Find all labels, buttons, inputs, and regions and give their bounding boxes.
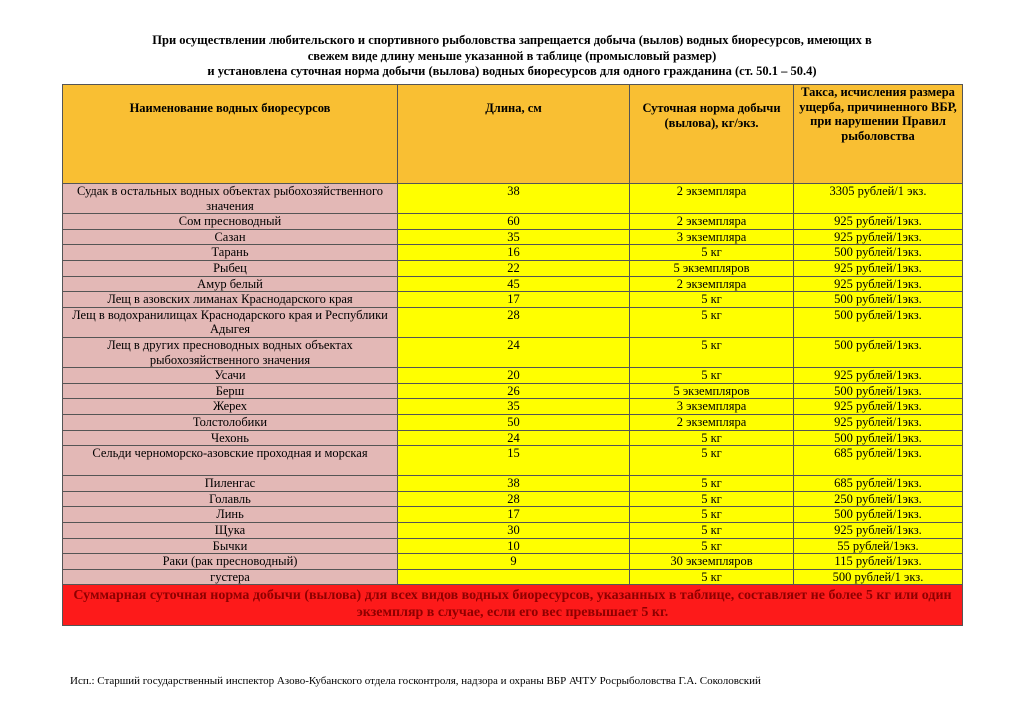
species-name-cell: Лещ в других пресноводных водных объектах рыбохозяйственного значения [63,337,398,367]
table-row [63,554,963,570]
table-row [63,523,963,539]
min-length-cell: 50 [398,414,630,430]
daily-norm-cell: 5 экземпляров [630,260,794,276]
daily-norm-cell: 3 экземпляра [630,229,794,245]
table-row [63,569,963,585]
daily-norm-cell: 5 кг [630,523,794,539]
min-length-cell: 35 [398,399,630,415]
damage-fee-cell: 925 рублей/1экз. [794,214,963,230]
species-name-cell: Лещ в водохранилищах Краснодарского края и Республики Адыгея [63,307,398,337]
daily-norm-cell: 2 экземпляра [630,276,794,292]
table-row [63,414,963,430]
heading-line-2: свежем виде длину меньше указанной в таблице (промысловый размер) [307,48,717,63]
daily-norm-cell: 3 экземпляра [630,399,794,415]
daily-norm-cell: 5 кг [630,507,794,523]
header-length: Длина, см [398,85,630,184]
table-row [63,260,963,276]
species-name-cell: Чехонь [63,430,398,446]
footer-note: Исп.: Старший государственный инспектор Азово-Кубанского отдела госконтроля, надзора и охраны ВБР АЧТУ Росрыболовства Г.А. Соколовский [70,675,761,687]
table-row [63,491,963,507]
min-length-cell: 22 [398,260,630,276]
species-name-cell: Усачи [63,368,398,384]
min-length-cell: 9 [398,554,630,570]
damage-fee-cell: 925 рублей/1экз. [794,260,963,276]
daily-norm-cell: 5 кг [630,430,794,446]
min-length-cell: 17 [398,507,630,523]
damage-fee-cell: 925 рублей/1экз. [794,399,963,415]
min-length-cell: 30 [398,523,630,539]
damage-fee-cell: 500 рублей/1экз. [794,337,963,367]
damage-fee-cell: 115 рублей/1экз. [794,554,963,570]
damage-fee-cell: 685 рублей/1экз. [794,476,963,492]
min-length-cell: 45 [398,276,630,292]
table-row [63,430,963,446]
damage-fee-cell: 925 рублей/1экз. [794,229,963,245]
damage-fee-cell: 3305 рублей/1 экз. [794,184,963,214]
species-name-cell: густера [63,569,398,585]
species-name-cell: Линь [63,507,398,523]
species-name-cell: Рыбец [63,260,398,276]
table-row [63,476,963,492]
species-name-cell: Пиленгас [63,476,398,492]
heading-line-3: и установлена суточная норма добычи (вылова) водных биоресурсов для одного гражданина (ст. 50.1 – 50.4) [207,64,817,78]
species-name-cell: Голавль [63,491,398,507]
table-row [63,307,963,337]
damage-fee-cell: 925 рублей/1экз. [794,368,963,384]
damage-fee-cell: 250 рублей/1экз. [794,491,963,507]
fishing-rules-table [62,84,963,626]
min-length-cell: 35 [398,229,630,245]
damage-fee-cell: 500 рублей/1экз. [794,307,963,337]
damage-fee-cell: 500 рублей/1экз. [794,292,963,308]
species-name-cell: Лещ в азовских лиманах Краснодарского края [63,292,398,308]
table-row [63,276,963,292]
min-length-cell: 16 [398,245,630,261]
species-name-cell: Сазан [63,229,398,245]
summary-note: Суммарная суточная норма добычи (вылова) для всех видов водных биоресурсов, указанных в таблице, составляет не более 5 кг или один экземпляр в случае, если его вес превышает 5 кг. [63,585,963,626]
species-name-cell: Амур белый [63,276,398,292]
damage-fee-cell: 55 рублей/1экз. [794,538,963,554]
species-name-cell: Сом пресноводный [63,214,398,230]
table-row [63,184,963,214]
daily-norm-cell: 5 кг [630,368,794,384]
table-row [63,214,963,230]
daily-norm-cell: 5 кг [630,491,794,507]
table-row [63,337,963,367]
min-length-cell: 38 [398,476,630,492]
summary-row [63,585,963,626]
document-heading [60,33,964,80]
min-length-cell [398,569,630,585]
daily-norm-cell: 30 экземпляров [630,554,794,570]
min-length-cell: 60 [398,214,630,230]
heading-line-1: При осуществлении любительского и спортивного рыболовства запрещается добыча (вылов) водных биоресурсов, имеющих в [152,33,872,47]
daily-norm-cell: 5 кг [630,245,794,261]
min-length-cell: 24 [398,430,630,446]
min-length-cell: 38 [398,184,630,214]
species-name-cell: Щука [63,523,398,539]
damage-fee-cell: 500 рублей/1экз. [794,507,963,523]
daily-norm-cell: 5 кг [630,538,794,554]
species-name-cell: Сельди черноморско-азовские проходная и морская [63,446,398,476]
table-row [63,229,963,245]
species-name-cell: Жерех [63,399,398,415]
table-row [63,292,963,308]
species-name-cell: Тарань [63,245,398,261]
header-damage-fee: Такса, исчисления размера ущерба, причиненного ВБР, при нарушении Правил рыболовства [794,85,963,184]
table-header-row [63,85,963,184]
species-name-cell: Раки (рак пресноводный) [63,554,398,570]
daily-norm-cell: 5 кг [630,292,794,308]
damage-fee-cell: 925 рублей/1экз. [794,414,963,430]
min-length-cell: 10 [398,538,630,554]
table-row [63,538,963,554]
species-name-cell: Толстолобики [63,414,398,430]
header-daily-norm: Суточная норма добычи (вылова), кг/экз. [630,85,794,184]
daily-norm-cell: 5 экземпляров [630,383,794,399]
table-row [63,446,963,476]
min-length-cell: 28 [398,307,630,337]
table-row [63,245,963,261]
daily-norm-cell: 5 кг [630,307,794,337]
min-length-cell: 28 [398,491,630,507]
min-length-cell: 17 [398,292,630,308]
damage-fee-cell: 925 рублей/1экз. [794,276,963,292]
min-length-cell: 26 [398,383,630,399]
header-name: Наименование водных биоресурсов [63,85,398,184]
daily-norm-cell: 5 кг [630,337,794,367]
damage-fee-cell: 925 рублей/1экз. [794,523,963,539]
min-length-cell: 24 [398,337,630,367]
damage-fee-cell: 500 рублей/1 экз. [794,569,963,585]
damage-fee-cell: 500 рублей/1экз. [794,430,963,446]
min-length-cell: 20 [398,368,630,384]
damage-fee-cell: 500 рублей/1экз. [794,245,963,261]
daily-norm-cell: 2 экземпляра [630,184,794,214]
table-row [63,399,963,415]
table-row [63,383,963,399]
damage-fee-cell: 500 рублей/1экз. [794,383,963,399]
damage-fee-cell: 685 рублей/1экз. [794,446,963,476]
species-name-cell: Судак в остальных водных объектах рыбохозяйственного значения [63,184,398,214]
daily-norm-cell: 2 экземпляра [630,214,794,230]
species-name-cell: Берш [63,383,398,399]
daily-norm-cell: 5 кг [630,446,794,476]
daily-norm-cell: 2 экземпляра [630,414,794,430]
min-length-cell: 15 [398,446,630,476]
daily-norm-cell: 5 кг [630,569,794,585]
table-row [63,507,963,523]
species-name-cell: Бычки [63,538,398,554]
table-row [63,368,963,384]
daily-norm-cell: 5 кг [630,476,794,492]
